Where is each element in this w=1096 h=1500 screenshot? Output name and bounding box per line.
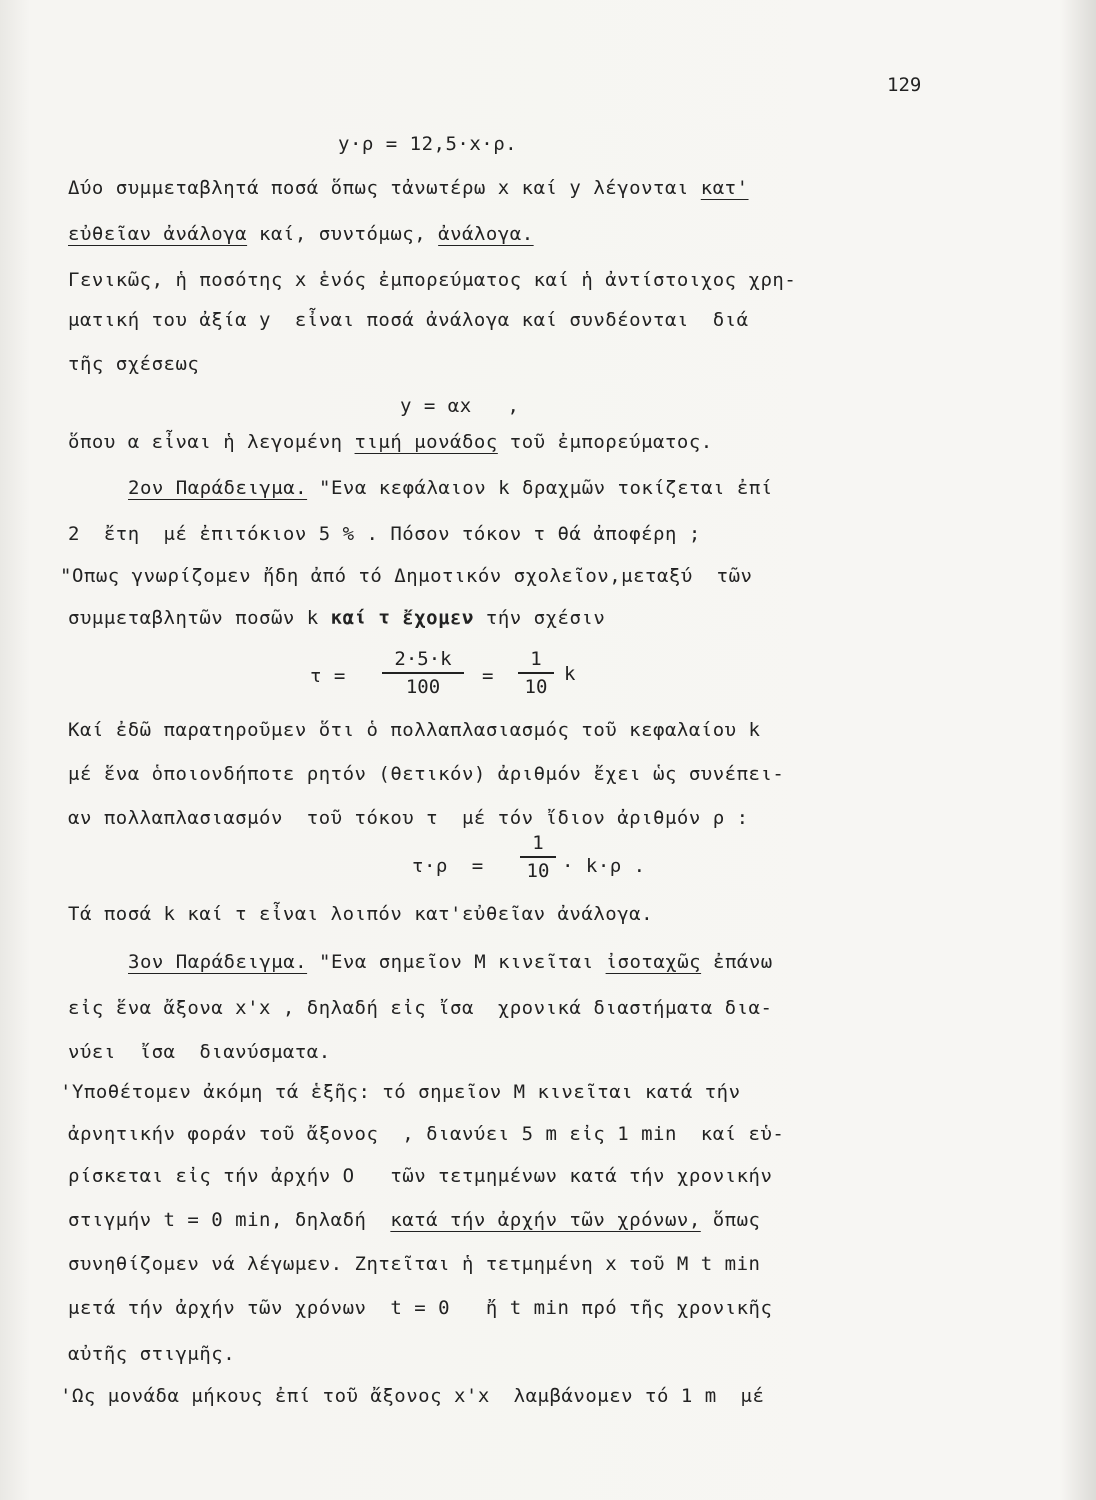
text-line (128, 476, 773, 500)
text-line: ἀρνητικήν φοράν τοῦ ἄξονος , διανύει 5 m εἰς 1 min καί εὑ- (68, 1123, 785, 1145)
text-line (68, 222, 534, 246)
fraction-denominator: 10 (526, 860, 550, 882)
text-line: Τά ποσά k καί τ εἶναι λοιπόν κατ'εὐθεῖαν ἀνάλογα. (68, 903, 654, 925)
fraction-denominator: 10 (524, 676, 548, 698)
text-span: συμμεταβλητῶν ποσῶν k (68, 607, 331, 629)
text-line: "Οπως γνωρίζομεν ἤδη ἀπό τό Δημοτικόν σχολεῖον,μεταξύ τῶν (60, 565, 753, 587)
text-span: καί, συντόμως, (247, 223, 439, 245)
text-span: "Ενα κεφάλαιον k δραχμῶν τοκίζεται ἐπί (307, 477, 773, 499)
text-line: Καί ἐδῶ παρατηροῦμεν ὅτι ὁ πολλαπλασιασμός τοῦ κεφαλαίου k (68, 719, 761, 741)
equation-lhs: τ = (310, 665, 346, 687)
text-line (68, 606, 605, 630)
page-number: 129 (887, 74, 922, 96)
text-line: 'Υποθέτομεν ἀκόμη τά ἑξῆς: τό σημεῖον Μ κινεῖται κατά τήν (60, 1081, 741, 1103)
fraction-bar (520, 856, 556, 858)
fraction-numerator: 2·5·k (394, 648, 452, 670)
text-line: νύει ἴσα διανύσματα. (68, 1041, 331, 1063)
underlined-term: εὐθεῖαν ἀνάλογα (68, 223, 248, 245)
fraction-denominator: 100 (405, 676, 441, 698)
underlined-term: ἀνάλογα. (438, 223, 534, 245)
equation-rhs: · k·ρ . (562, 855, 646, 877)
underlined-term: κατά τήν ἀρχήν τῶν χρόνων, (390, 1209, 701, 1231)
equation-y-ax: y = αx , (400, 395, 520, 417)
text-line (68, 1208, 760, 1232)
text-span: τοῦ ἐμπορεύματος. (497, 431, 713, 453)
text-span: ὅπου α εἶναι ἡ λεγομένη (68, 431, 355, 453)
equation-lhs: τ·ρ = (412, 855, 484, 877)
example-heading: 2ον Παράδειγμα. (128, 477, 308, 499)
text-line (68, 176, 749, 200)
text-line: μετά τήν ἀρχήν τῶν χρόνων t = 0 ἤ t min πρό τῆς χρονικῆς (68, 1297, 773, 1319)
fraction-numerator: 1 (530, 648, 542, 670)
fraction-bar (518, 672, 554, 674)
text-span: στιγμήν t = 0 min, δηλαδή (68, 1209, 391, 1231)
text-line: εἰς ἕνα ἄξονα x'x , δηλαδή εἰς ἴσα χρονικά διαστήματα δια- (68, 997, 773, 1019)
equation-y-rho: y·ρ = 12,5·x·ρ. (338, 133, 518, 155)
underlined-term: ἰσοταχῶς (605, 951, 702, 973)
text-line: ρίσκεται εἰς τήν ἀρχήν O τῶν τετμημένων κατά τήν χρονικήν (68, 1165, 773, 1187)
text-line (68, 430, 713, 454)
text-line: μέ ἕνα ὁποιονδήποτε ρητόν (θετικόν) ἀριθμόν ἔχει ὡς συνέπει- (68, 763, 785, 785)
bold-text: καί τ ἔχομεν (330, 607, 474, 629)
text-span: ἐπάνω (701, 951, 773, 973)
underlined-term: κατ' (700, 177, 749, 199)
fraction-bar (382, 672, 464, 674)
underlined-term: τιμή μονάδος (354, 431, 498, 453)
text-span: τήν σχέσιν (473, 607, 606, 629)
text-line: συνηθίζομεν νά λέγωμεν. Ζητεῖται ἡ τετμημένη x τοῦ Μ t min (68, 1253, 761, 1275)
fraction-numerator: 1 (532, 832, 544, 854)
text-line: αν πολλαπλασιασμόν τοῦ τόκου τ μέ τόν ἴδιον ἀριθμόν ρ : (68, 807, 749, 829)
equation-k: k (564, 663, 576, 685)
fraction (382, 648, 464, 698)
fraction (518, 648, 554, 698)
text-line: 'Ως μονάδα μήκους ἐπί τοῦ ἄξονος x'x λαμβάνομεν τό 1 m μέ (60, 1385, 765, 1407)
text-span: Δύο συμμεταβλητά ποσά ὅπως τἀνωτέρω x καί y λέγονται (68, 177, 701, 199)
text-span: "Ενα σημεῖον Μ κινεῖται (307, 951, 606, 973)
text-line: αὐτῆς στιγμῆς. (68, 1343, 236, 1365)
text-line: 2 ἔτη μέ ἐπιτόκιον 5 % . Πόσον τόκον τ θά ἀποφέρη ; (68, 523, 701, 545)
fraction (520, 832, 556, 882)
text-line: Γενικῶς, ἡ ποσότης x ἑνός ἐμπορεύματος καί ἡ ἀντίστοιχος χρη- (68, 269, 797, 291)
text-line: ματική του ἀξία y εἶναι ποσά ἀνάλογα καί συνδέονται διά (68, 309, 749, 331)
text-line: τῆς σχέσεως (68, 353, 200, 375)
example-heading: 3ον Παράδειγμα. (128, 951, 308, 973)
text-span: ὅπως (700, 1209, 761, 1231)
text-line (128, 950, 773, 974)
equals-sign: = (482, 665, 494, 687)
